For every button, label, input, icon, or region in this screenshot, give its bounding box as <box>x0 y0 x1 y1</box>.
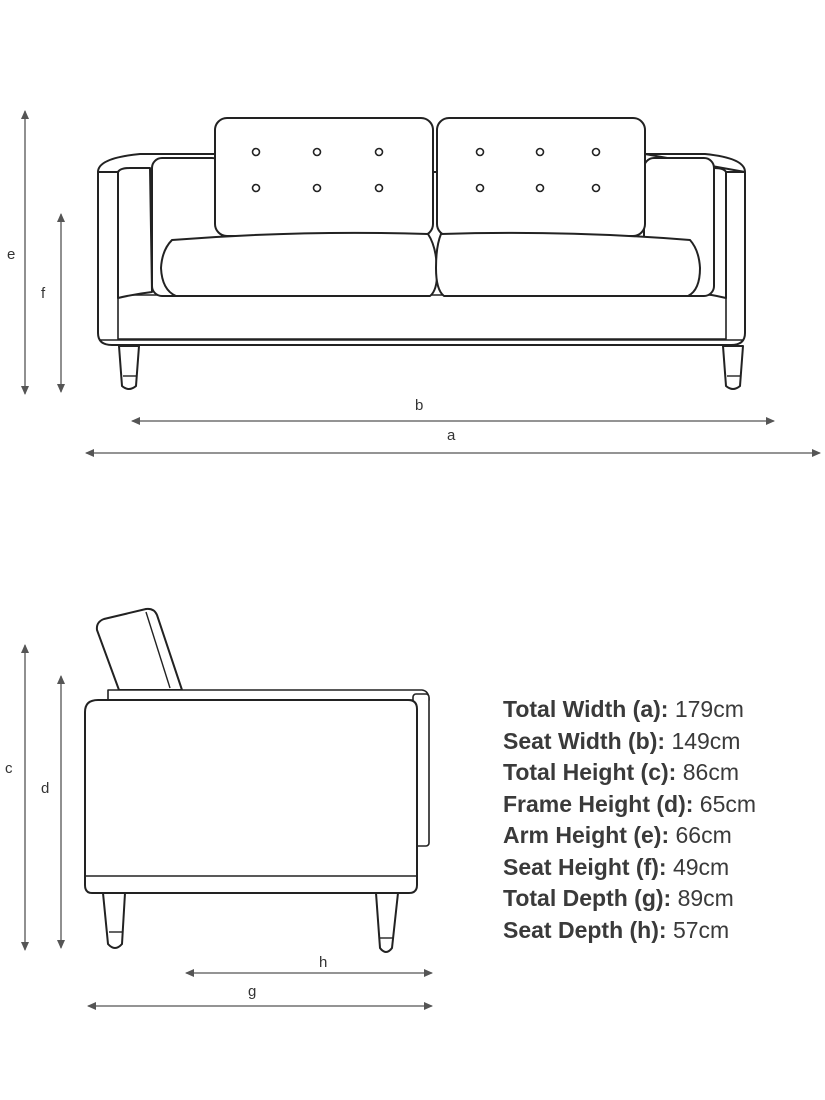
button-dot <box>253 149 260 156</box>
spec-seat-depth <box>503 915 756 947</box>
front-left-leg <box>119 346 139 389</box>
spec-name: Arm Height (e): <box>503 822 670 848</box>
dimension-label-a: a <box>447 427 456 444</box>
left-seat-cushion <box>161 233 437 296</box>
dimension-label-c: c <box>5 760 13 777</box>
spec-seat-width <box>503 726 756 758</box>
button-dot <box>593 185 600 192</box>
left-arm-inner <box>118 168 152 298</box>
dimension-label-f: f <box>41 285 46 302</box>
spec-total-depth <box>503 883 756 915</box>
spec-frame-height <box>503 789 756 821</box>
spec-name: Seat Width (b): <box>503 727 666 754</box>
dimension-specs-list <box>503 694 756 946</box>
left-back-cushion <box>215 118 433 236</box>
side-back-leg <box>376 893 398 952</box>
sofa-front-view <box>98 118 745 389</box>
spec-seat-height <box>503 852 756 884</box>
spec-total-height <box>503 757 756 789</box>
button-dot <box>253 185 260 192</box>
dimension-label-d: d <box>41 780 50 797</box>
spec-name: Total Depth (g): <box>503 885 672 911</box>
button-dot <box>537 149 544 156</box>
button-dot <box>477 149 484 156</box>
spec-arm-height <box>503 820 756 852</box>
dimension-label-g: g <box>248 983 257 1000</box>
button-dot <box>376 149 383 156</box>
button-dot <box>314 149 321 156</box>
dimension-label-e: e <box>7 246 16 263</box>
side-body <box>85 700 417 893</box>
side-front-leg <box>103 893 125 948</box>
dimension-label-h: h <box>319 954 328 971</box>
button-dot <box>376 185 383 192</box>
spec-total-width <box>503 694 756 726</box>
spec-value: 49cm <box>672 853 730 880</box>
spec-name: Seat Height (f): <box>503 853 667 880</box>
side-back-cushion <box>97 609 182 690</box>
front-right-leg <box>723 346 743 389</box>
spec-value: 65cm <box>699 790 757 817</box>
side-arm-top <box>108 690 429 700</box>
spec-name: Seat Depth (h): <box>503 916 667 943</box>
spec-value: 149cm <box>671 727 741 754</box>
right-seat-cushion <box>436 233 700 296</box>
button-dot <box>537 185 544 192</box>
spec-value: 66cm <box>675 822 732 848</box>
spec-name: Total Height (c): <box>503 759 677 785</box>
spec-value: 57cm <box>672 916 730 943</box>
seat-front-panel <box>118 295 726 339</box>
right-back-cushion <box>437 118 645 236</box>
sofa-side-view <box>85 609 429 952</box>
spec-value: 86cm <box>682 759 739 785</box>
button-dot <box>314 185 321 192</box>
spec-value: 179cm <box>674 696 744 722</box>
button-dot <box>477 185 484 192</box>
spec-name: Total Width (a): <box>503 696 669 722</box>
spec-value: 89cm <box>677 885 734 911</box>
spec-name: Frame Height (d): <box>503 790 694 817</box>
button-dot <box>593 149 600 156</box>
dimension-label-b: b <box>415 397 424 414</box>
